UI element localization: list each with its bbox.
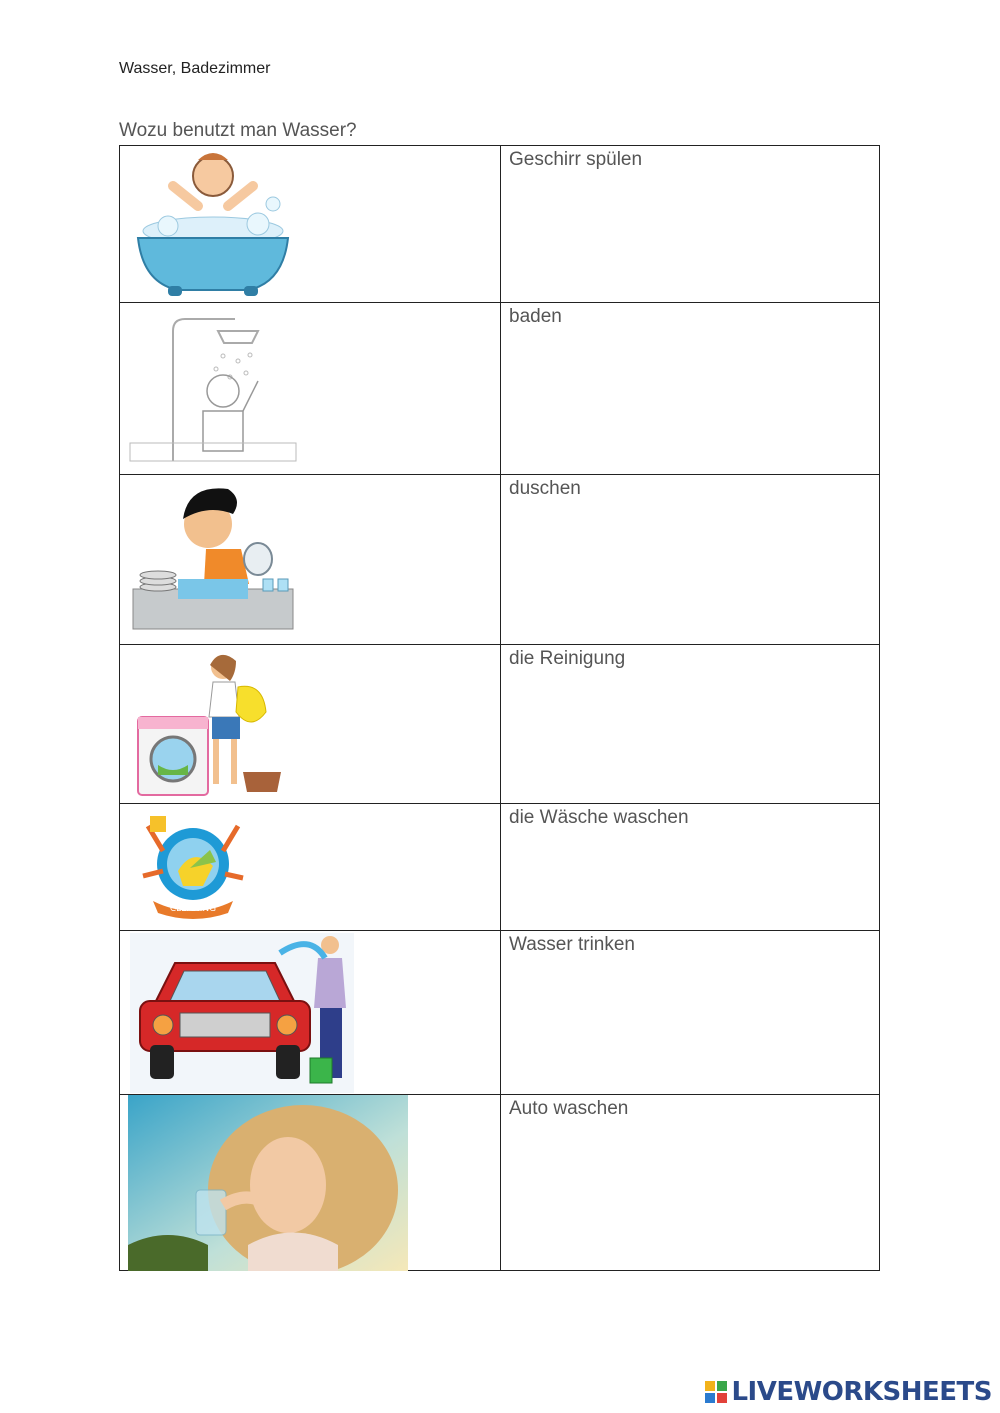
word-cell bbox=[501, 804, 880, 931]
word-cell bbox=[501, 645, 880, 804]
document-header: Wasser, Badezimmer bbox=[119, 60, 271, 77]
image-cell bbox=[120, 931, 501, 1095]
table-row bbox=[120, 804, 880, 931]
table-row bbox=[120, 931, 880, 1095]
word-label: baden bbox=[509, 306, 562, 327]
word-label: Auto waschen bbox=[509, 1098, 629, 1119]
cleaning-service-logo-image bbox=[128, 806, 258, 924]
table-row bbox=[120, 303, 880, 475]
table-row bbox=[120, 645, 880, 804]
word-cell bbox=[501, 146, 880, 303]
word-cell bbox=[501, 475, 880, 645]
man-washing-red-car-image bbox=[130, 933, 354, 1093]
word-label: duschen bbox=[509, 478, 581, 499]
word-cell bbox=[501, 303, 880, 475]
table-row bbox=[120, 475, 880, 645]
word-label: die Reinigung bbox=[509, 648, 626, 669]
boy-washing-dishes-image bbox=[128, 479, 298, 639]
word-cell bbox=[501, 1095, 880, 1271]
table-row bbox=[120, 146, 880, 303]
girl-drinking-water-photo bbox=[128, 1095, 408, 1271]
brand-name: LIVEWORKSHEETS bbox=[731, 1377, 992, 1407]
liveworksheets-brand[interactable] bbox=[705, 1377, 992, 1407]
child-showering-outline-image bbox=[128, 311, 298, 467]
liveworksheets-logo-icon bbox=[705, 1381, 727, 1403]
word-label: Wasser trinken bbox=[509, 934, 635, 955]
image-cell bbox=[120, 804, 501, 931]
woman-doing-laundry-image bbox=[128, 647, 288, 802]
matching-table bbox=[119, 145, 880, 1271]
child-in-bathtub-image bbox=[128, 146, 298, 302]
image-cell bbox=[120, 475, 501, 645]
image-cell bbox=[120, 1095, 501, 1271]
word-cell bbox=[501, 931, 880, 1095]
word-label: Geschirr spülen bbox=[509, 149, 643, 170]
question-heading: Wozu benutzt man Wasser? bbox=[119, 120, 357, 141]
word-label: die Wäsche waschen bbox=[509, 807, 689, 828]
image-cell bbox=[120, 146, 501, 303]
image-cell bbox=[120, 645, 501, 804]
image-cell bbox=[120, 303, 501, 475]
table-row bbox=[120, 1095, 880, 1271]
svg-text:CLEANING: CLEANING bbox=[169, 904, 217, 914]
